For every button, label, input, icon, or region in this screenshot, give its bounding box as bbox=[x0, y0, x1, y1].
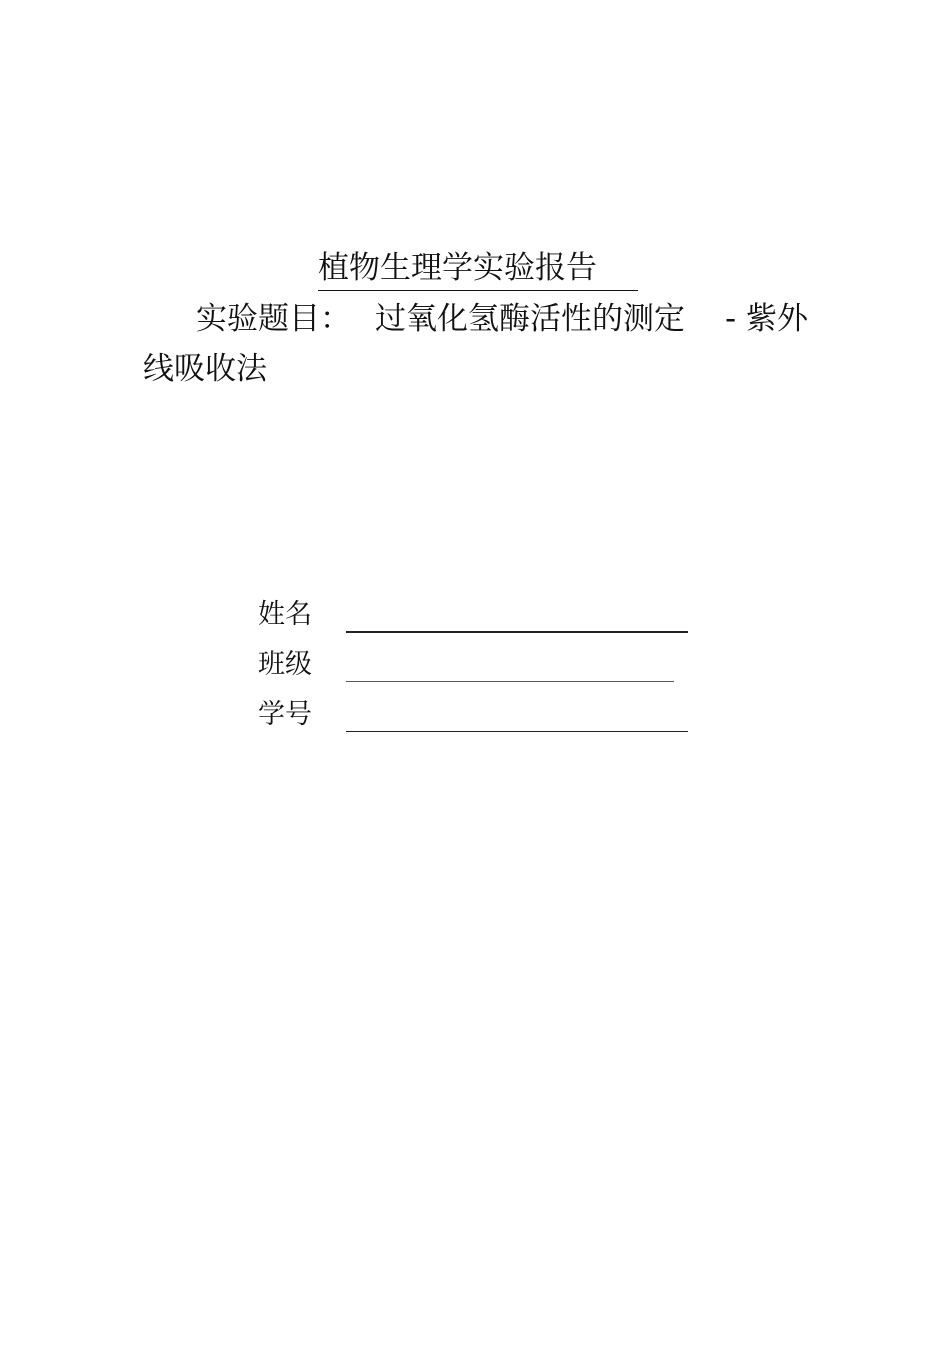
subject-topic: 过氧化氢酶活性的测定 bbox=[375, 301, 685, 337]
class-field bbox=[258, 647, 698, 687]
subject-label: 实验题目： bbox=[196, 301, 351, 337]
name-label: 姓名 bbox=[258, 599, 312, 630]
subject-continuation: 线吸收法 bbox=[143, 351, 267, 387]
class-blank-line bbox=[346, 681, 674, 682]
experiment-subject-line bbox=[196, 296, 816, 342]
report-title: 植物生理学实验报告 bbox=[318, 246, 638, 291]
student-id-label: 学号 bbox=[258, 699, 312, 730]
name-field bbox=[258, 597, 698, 637]
student-id-blank-line bbox=[346, 731, 688, 732]
student-id-field bbox=[258, 697, 698, 737]
class-label: 班级 bbox=[258, 649, 312, 680]
subject-topic-tail: - 紫外 bbox=[725, 301, 809, 337]
name-blank-line bbox=[346, 631, 688, 633]
